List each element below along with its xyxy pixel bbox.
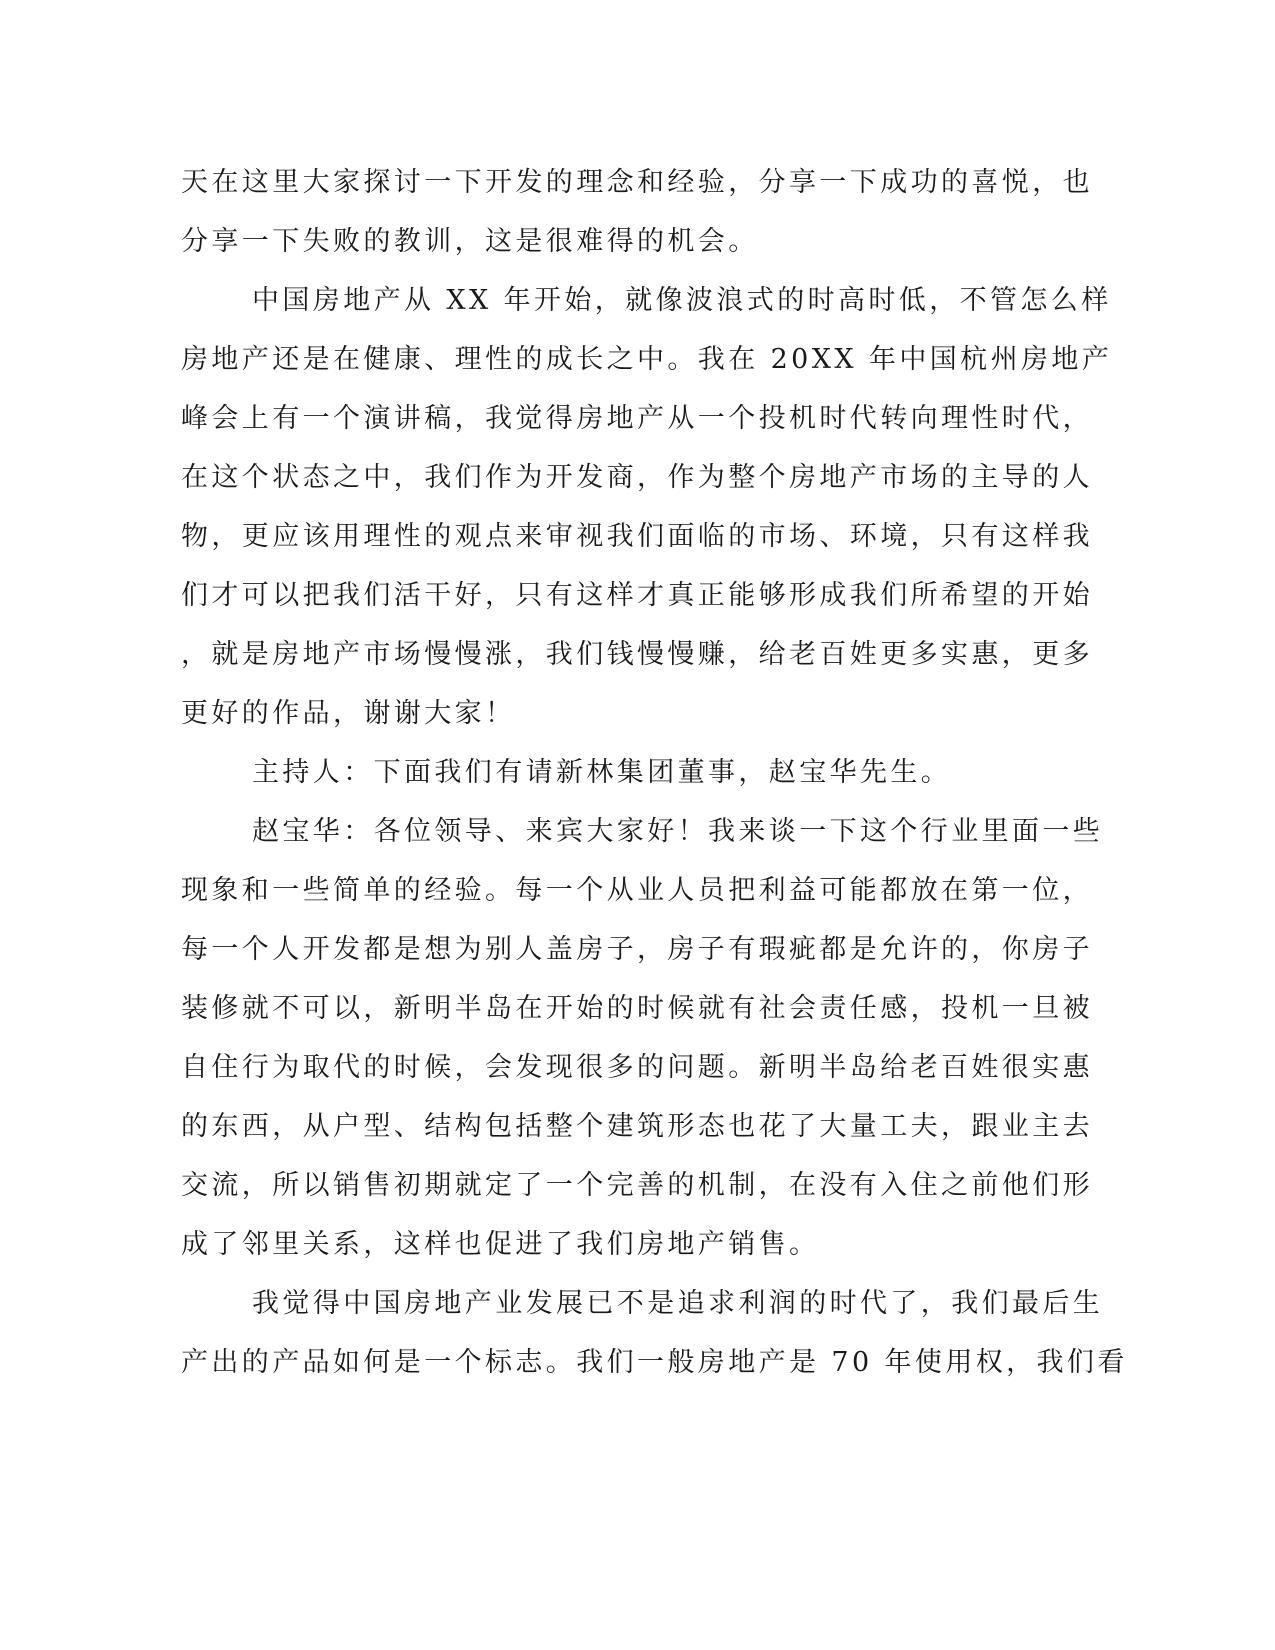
text-line: 天在这里大家探讨一下开发的理念和经验，分享一下成功的喜悦，也 (181, 167, 1093, 198)
paragraph-start-line: 赵宝华：各位领导、来宾大家好！我来谈一下这个行业里面一些 (252, 816, 1104, 847)
text-line: 峰会上有一个演讲稿，我觉得房地产从一个投机时代转向理性时代， (181, 403, 1093, 434)
text-line: 在这个状态之中，我们作为开发商，作为整个房地产市场的主导的人 (181, 462, 1093, 493)
text-line: 房地产还是在健康、理性的成长之中。我在 20XX 年中国杭州房地产 (181, 344, 1113, 375)
text-line: 物，更应该用理性的观点来审视我们面临的市场、环境，只有这样我 (181, 521, 1093, 552)
text-line: 每一个人开发都是想为别人盖房子，房子有瑕疵都是允许的，你房子 (181, 934, 1093, 965)
paragraph-start-line: 我觉得中国房地产业发展已不是追求利润的时代了，我们最后生 (252, 1288, 1104, 1319)
text-line: 的东西，从户型、结构包括整个建筑形态也花了大量工夫，跟业主去 (181, 1111, 1093, 1142)
text-line: 现象和一些简单的经验。每一个从业人员把利益可能都放在第一位， (181, 875, 1093, 906)
text-line: 装修就不可以，新明半岛在开始的时候就有社会责任感，投机一旦被 (181, 993, 1093, 1024)
text-line: 交流，所以销售初期就定了一个完善的机制，在没有入住之前他们形 (181, 1170, 1093, 1201)
text-line: ，就是房地产市场慢慢涨，我们钱慢慢赚，给老百姓更多实惠，更多 (181, 639, 1093, 670)
paragraph-start-line: 主持人：下面我们有请新林集团董事，赵宝华先生。 (252, 757, 952, 788)
paragraph-start-line: 中国房地产从 XX 年开始，就像波浪式的时高时低，不管怎么样 (252, 285, 1112, 316)
text-line: 们才可以把我们活干好，只有这样才真正能够形成我们所希望的开始 (181, 580, 1093, 611)
text-line: 更好的作品，谢谢大家！ (181, 698, 516, 729)
text-line: 成了邻里关系，这样也促进了我们房地产销售。 (181, 1229, 820, 1260)
text-line: 产出的产品如何是一个标志。我们一般房地产是 70 年使用权，我们看 (181, 1347, 1128, 1378)
text-line: 自住行为取代的时候，会发现很多的问题。新明半岛给老百姓很实惠 (181, 1052, 1093, 1083)
text-line: 分享一下失败的教训，这是很难得的机会。 (181, 226, 759, 257)
